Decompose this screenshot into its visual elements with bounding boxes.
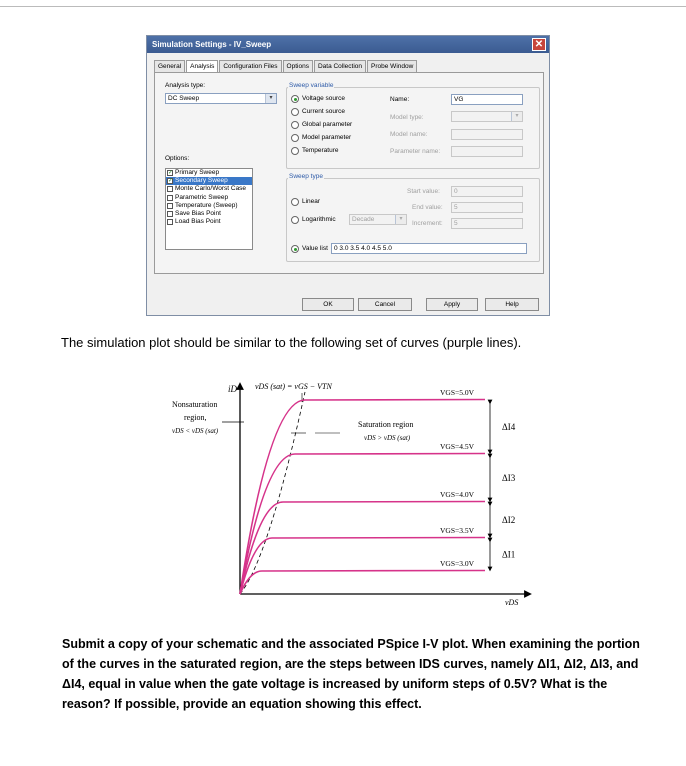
radio-temperature[interactable] (291, 147, 299, 155)
option-load-bias-point[interactable] (166, 218, 252, 226)
analysis-type-value: DC Sweep (168, 95, 200, 102)
iv-curve (240, 454, 485, 595)
value-list-input[interactable]: 0 3.0 3.5 4.0 4.5 5.0 (331, 243, 527, 254)
series-label: VGS=3.5V (440, 526, 475, 535)
question-text: Submit a copy of your schematic and the associated PSpice I-V plot. When examining the portion of the curves in the saturated region, are the steps between IDS curves, namely ΔI1, ΔI2, ΔI3, and ΔI4, equal in value when the gate voltage is increased by uniform steps of 0.5V? What is the reason? If possible, provide an equation showing this effect. (62, 637, 640, 711)
radio-linear[interactable] (291, 198, 299, 206)
option-primary-sweep[interactable] (166, 169, 252, 177)
tab-analysis[interactable]: Analysis (186, 60, 218, 73)
radio-model-parameter[interactable] (291, 134, 299, 142)
checkbox-checked[interactable]: ✓ (168, 170, 174, 176)
analysis-type-select[interactable] (165, 93, 277, 104)
current-source-label: Current source (302, 108, 345, 115)
option-label: Parametric Sweep (175, 193, 229, 201)
nonsat-label-2: region, (184, 413, 207, 422)
radio-global-parameter[interactable] (291, 121, 299, 129)
x-axis-label: vDS (505, 598, 519, 605)
option-label: Secondary Sweep (175, 177, 228, 185)
option-monte-carlo[interactable] (166, 185, 252, 193)
analysis-type-label: Analysis type: (165, 82, 206, 89)
increment-label: Increment: (412, 220, 443, 227)
model-type-select[interactable] (451, 111, 523, 122)
chevron-down-icon: ▾ (265, 94, 276, 103)
tab-configuration-files[interactable]: Configuration Files (219, 60, 281, 72)
iv-curve (240, 571, 485, 595)
logarithmic-label: Logarithmic (302, 216, 336, 223)
iv-curve (240, 502, 485, 595)
parameter-name-label: Parameter name: (390, 148, 441, 155)
tab-strip (154, 60, 418, 72)
parameter-name-input[interactable] (451, 146, 523, 157)
increment-input[interactable]: 5 (451, 218, 523, 229)
curve-group (240, 388, 485, 594)
model-name-input[interactable] (451, 129, 523, 140)
cancel-button[interactable]: Cancel (358, 298, 412, 311)
option-label: Load Bias Point (175, 218, 221, 226)
name-label: Name: (390, 96, 410, 103)
checkbox-checked[interactable]: ✓ (168, 178, 174, 185)
checkbox[interactable] (167, 195, 173, 201)
option-parametric-sweep[interactable] (166, 194, 252, 202)
model-name-label: Model name: (390, 131, 428, 138)
end-value-label: End value: (412, 204, 443, 211)
radio-current-source[interactable] (291, 108, 299, 116)
radio-value-list[interactable] (291, 245, 299, 253)
sat-label-2: vDS > vDS (sat) (364, 434, 411, 442)
tab-options[interactable]: Options (283, 60, 313, 72)
series-label: VGS=5.0V (440, 388, 475, 397)
global-parameter-label: Global parameter (302, 121, 353, 128)
option-temperature-sweep[interactable] (166, 202, 252, 210)
voltage-source-label: Voltage source (302, 95, 346, 102)
temperature-label: Temperature (302, 147, 339, 154)
delta-label: ΔI4 (502, 422, 516, 432)
close-button[interactable] (532, 38, 546, 51)
sweep-type-label: Sweep type (289, 173, 323, 180)
delta-label: ΔI3 (502, 473, 516, 483)
y-axis-label: iD (228, 384, 237, 394)
ok-button[interactable]: OK (302, 298, 354, 311)
tab-general[interactable]: General (154, 60, 185, 72)
model-parameter-label: Model parameter (302, 134, 352, 141)
delta-label: ΔI1 (502, 549, 516, 560)
series-label: VGS=3.0V (440, 559, 475, 568)
options-list (165, 168, 253, 250)
help-button[interactable]: Help (485, 298, 539, 311)
tab-data-collection[interactable]: Data Collection (314, 60, 366, 72)
value-list-label: Value list (302, 245, 328, 252)
analysis-panel (154, 72, 544, 274)
option-label: Monte Carlo/Worst Case (175, 185, 247, 193)
chevron-down-icon: ▾ (511, 112, 522, 121)
start-value-input[interactable]: 0 (451, 186, 523, 197)
decade-value: Decade (352, 216, 375, 223)
sweep-variable-label: Sweep variable (289, 82, 334, 89)
checkbox[interactable] (167, 203, 173, 209)
boundary-label: vDS (sat) = vGS − VTN (255, 382, 332, 391)
chevron-down-icon: ▾ (395, 215, 406, 224)
start-value-label: Start value: (407, 188, 440, 195)
option-label: Save Bias Point (175, 209, 221, 217)
option-label: Primary Sweep (175, 169, 220, 176)
sat-label-1: Saturation region (358, 420, 414, 429)
delta-group (490, 402, 516, 569)
dialog-title-bar[interactable] (147, 36, 549, 53)
dialog-title: Simulation Settings - IV_Sweep (152, 40, 272, 49)
apply-button[interactable]: Apply (426, 298, 478, 311)
page-header-rule (0, 0, 686, 7)
radio-logarithmic[interactable] (291, 216, 299, 224)
name-input[interactable]: VG (451, 94, 523, 105)
radio-voltage-source[interactable] (291, 95, 299, 103)
nonsat-label-1: Nonsaturation (172, 400, 218, 409)
option-secondary-sweep[interactable] (166, 177, 252, 185)
tab-probe-window[interactable]: Probe Window (367, 60, 417, 72)
log-scale-select[interactable] (349, 214, 407, 225)
checkbox[interactable] (167, 211, 173, 217)
checkbox[interactable] (167, 219, 173, 225)
series-label: VGS=4.5V (440, 442, 475, 451)
delta-label: ΔI2 (502, 515, 516, 525)
linear-label: Linear (302, 198, 321, 205)
options-label: Options: (165, 155, 190, 162)
simulation-settings-dialog (146, 35, 550, 316)
option-save-bias-point[interactable] (166, 210, 252, 218)
instruction-text: The simulation plot should be similar to the following set of curves (purple lines). (61, 335, 522, 350)
nonsat-label-3: vDS < vDS (sat) (172, 427, 219, 435)
model-type-label: Model type: (390, 114, 424, 121)
checkbox[interactable] (167, 186, 173, 192)
close-icon: ✕ (534, 39, 544, 50)
end-value-input[interactable]: 5 (451, 202, 523, 213)
option-label: Temperature (Sweep) (175, 201, 238, 209)
iv-curves-chart (160, 375, 540, 605)
series-label: VGS=4.0V (440, 490, 475, 499)
